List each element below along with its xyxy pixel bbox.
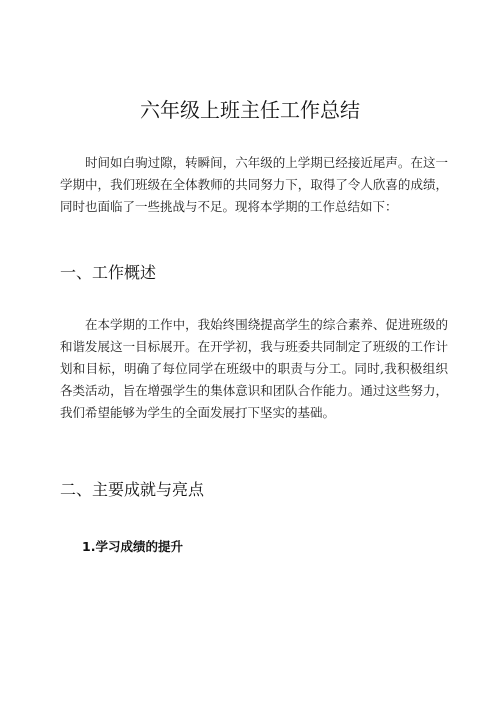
section-heading-overview: 一、工作概述 [60,263,157,282]
overview-paragraph: 在本学期的工作中，我始终围绕提高学生的综合素养、促进班级的和谐发展这一目标展开。在开学初，我与班委共同制定了班级的工作计划和目标，明确了每位同学在班级中的职责与分工。同时,我积极组织各类活动，旨在增强学生的集体意识和团队合作能力。通过这些努力，我们希望能够为学生的全面发展打下坚实的基础。 [60,317,448,420]
intro-paragraph: 时间如白驹过隙，转瞬间，六年级的上学期已经接近尾声。在这一学期中，我们班级在全体教师的共同努力下，取得了令人欣喜的成绩，同时也面临了一些挑战与不足。现将本学期的工作总结如下： [60,155,448,214]
section-heading-achievements: 二、主要成就与亮点 [60,480,205,499]
document-title: 六年级上班主任工作总结 [140,98,360,122]
subheading-academic-improvement: 1.学习成绩的提升 [82,539,183,554]
